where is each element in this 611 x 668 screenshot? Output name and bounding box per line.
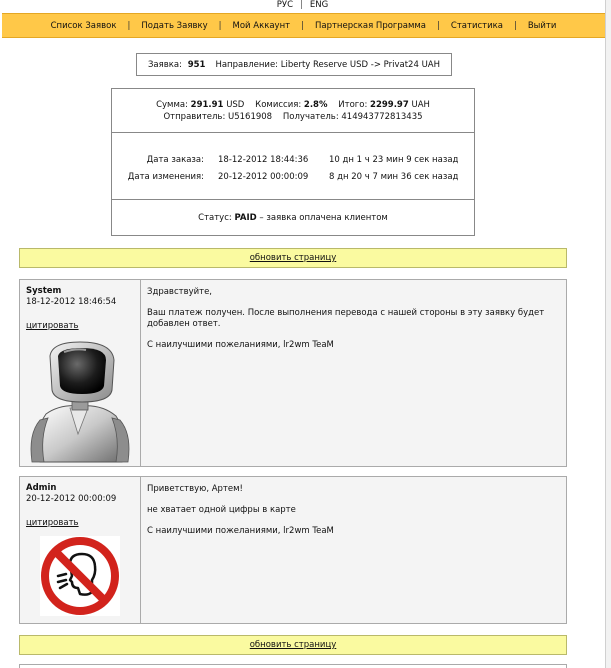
lang-separator: |: [300, 0, 303, 10]
fee-label: Комиссия:: [255, 100, 302, 110]
lang-ru-link[interactable]: РУС: [276, 0, 294, 10]
sum-value: 291.91: [190, 100, 224, 110]
message-line: Ваш платеж получен. После выполнения перевода с нашей стороны в эту заявку будет добавлен ответ.: [147, 308, 545, 329]
nav-separator: |: [301, 20, 304, 31]
nav-partner-program[interactable]: Партнерская Программа: [314, 20, 427, 31]
robot-avatar: [26, 338, 140, 468]
message-body: [141, 477, 566, 623]
sender-value: U5161908: [228, 112, 273, 122]
nav-separator: |: [437, 20, 440, 31]
no-talking-avatar: [40, 536, 140, 620]
message-line: Приветствую, Артем!: [147, 484, 243, 494]
order-info-panel: [111, 88, 475, 236]
total-currency: UAH: [411, 100, 430, 110]
refresh-bar: [19, 635, 567, 655]
sum-currency: USD: [226, 100, 245, 110]
message-card: [19, 279, 567, 467]
quote-link[interactable]: цитировать: [26, 518, 79, 528]
message-line: Здравствуйте,: [147, 287, 213, 297]
receiver-label: Получатель:: [282, 112, 339, 122]
nav-separator: |: [127, 20, 131, 31]
lang-en-link[interactable]: ENG: [309, 0, 329, 10]
dates-section: [112, 133, 474, 200]
order-number: 951: [187, 59, 206, 70]
order-date-value: 18-12-2012 18:44:36: [218, 155, 309, 165]
nav-orders-list[interactable]: Список Заявок: [50, 20, 117, 31]
message-line: С наилучшими пожеланиями, lr2wm TeaM: [147, 340, 334, 350]
order-date-ago: 10 дн 1 ч 23 мин 9 сек назад: [329, 155, 459, 165]
changed-date-ago: 8 дн 20 ч 7 мин 36 сек назад: [329, 172, 459, 182]
direction-label: Направление:: [215, 59, 279, 70]
direction-value: Liberty Reserve USD -> Privat24 UAH: [280, 59, 441, 70]
nav-statistics[interactable]: Статистика: [450, 20, 503, 31]
status-value: PAID: [234, 213, 257, 223]
nav-submit-order[interactable]: Подать Заявку: [141, 20, 208, 31]
status-label: Статус:: [198, 213, 232, 223]
order-date-label: Дата заказа:: [146, 155, 204, 165]
nav-logout[interactable]: Выйти: [527, 20, 557, 31]
changed-date-label: Дата изменения:: [127, 172, 204, 182]
order-date-row: [112, 155, 474, 167]
changed-date-row: [112, 172, 474, 184]
order-header: [136, 53, 452, 76]
message-sidebar: [20, 477, 141, 623]
scrollbar[interactable]: [605, 0, 611, 668]
message-sidebar: [20, 280, 141, 466]
total-value: 2299.97: [370, 100, 409, 110]
sum-label: Сумма:: [156, 100, 188, 110]
status-section: [112, 200, 474, 236]
total-label: Итого:: [338, 100, 368, 110]
language-switcher: [0, 0, 605, 13]
order-number-label: Заявка:: [147, 59, 182, 70]
sender-label: Отправитель:: [163, 112, 226, 122]
message-line: не хватает одной цифры в карте: [147, 505, 296, 515]
quote-link[interactable]: цитировать: [26, 321, 79, 331]
nav-separator: |: [513, 20, 517, 31]
main-nav: [2, 13, 605, 38]
receiver-value: 414943772813435: [341, 112, 423, 122]
message-card: [19, 476, 567, 624]
message-date: 20-12-2012 00:00:09: [26, 494, 117, 504]
refresh-page-link[interactable]: обновить страницу: [249, 640, 337, 650]
message-body: [141, 280, 566, 466]
amount-section: [112, 89, 474, 133]
refresh-bar: [19, 248, 567, 268]
fee-value: 2.8%: [303, 100, 328, 110]
nav-my-account[interactable]: Мой Аккаунт: [232, 20, 291, 31]
message-card: [19, 664, 567, 668]
changed-date-value: 20-12-2012 00:00:09: [218, 172, 309, 182]
status-note: – заявка оплачена клиентом: [259, 213, 388, 223]
message-date: 18-12-2012 18:46:54: [26, 297, 117, 307]
nav-separator: |: [218, 20, 222, 31]
message-author: System: [26, 286, 62, 296]
message-line: С наилучшими пожеланиями, lr2wm TeaM: [147, 526, 334, 536]
refresh-page-link[interactable]: обновить страницу: [249, 253, 337, 263]
message-author: Admin: [26, 483, 57, 493]
